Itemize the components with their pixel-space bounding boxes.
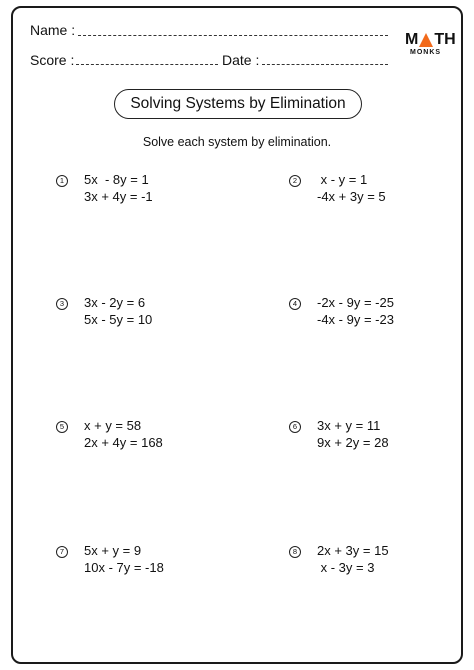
equation-1: 5x - 8y = 1 xyxy=(84,172,149,187)
problem-3 xyxy=(56,295,236,335)
problem-7 xyxy=(56,543,236,583)
score-input-line[interactable] xyxy=(76,64,218,65)
logo-text-right: TH xyxy=(434,31,456,48)
problem-number-badge: 1 xyxy=(56,175,68,187)
equation-2: 2x + 4y = 168 xyxy=(84,435,163,450)
score-label: Score : xyxy=(30,52,75,68)
problem-5 xyxy=(56,418,236,458)
equation-1: 3x + y = 11 xyxy=(317,418,381,433)
equation-2: -4x - 9y = -23 xyxy=(317,312,394,327)
problem-2 xyxy=(289,172,469,212)
problem-number-badge: 4 xyxy=(289,298,301,310)
name-input-line[interactable] xyxy=(78,35,388,36)
problem-number-badge: 5 xyxy=(56,421,68,433)
math-monks-logo xyxy=(405,31,456,60)
problem-number-badge: 3 xyxy=(56,298,68,310)
equation-2: 3x + 4y = -1 xyxy=(84,189,153,204)
equation-1: x + y = 58 xyxy=(84,418,142,433)
equation-1: 2x + 3y = 15 xyxy=(317,543,389,558)
worksheet-title xyxy=(114,89,362,119)
equation-2: 10x - 7y = -18 xyxy=(84,560,164,575)
equation-1: x - y = 1 xyxy=(317,172,368,187)
equation-2: 9x + 2y = 28 xyxy=(317,435,389,450)
problem-number-badge: 8 xyxy=(289,546,301,558)
problem-4 xyxy=(289,295,469,335)
problem-number-badge: 2 xyxy=(289,175,301,187)
equation-2: x - 3y = 3 xyxy=(317,560,375,575)
logo-text-left: M xyxy=(405,31,419,48)
equation-2: -4x + 3y = 5 xyxy=(317,189,386,204)
problem-6 xyxy=(289,418,469,458)
problem-1 xyxy=(56,172,236,212)
instructions: Solve each system by elimination. xyxy=(142,135,332,149)
date-label: Date : xyxy=(222,52,260,68)
triangle-icon xyxy=(419,33,433,47)
equation-2: 5x - 5y = 10 xyxy=(84,312,153,327)
problem-8 xyxy=(289,543,469,583)
logo-wordmark xyxy=(405,32,456,48)
name-label: Name : xyxy=(30,22,76,38)
equation-1: 3x - 2y = 6 xyxy=(84,295,146,310)
equation-1: -2x - 9y = -25 xyxy=(317,295,394,310)
worksheet-title-text: Solving Systems by Elimination xyxy=(130,95,346,112)
equation-1: 5x + y = 9 xyxy=(84,543,142,558)
logo-subtext: MONKS xyxy=(410,49,442,56)
date-input-line[interactable] xyxy=(262,64,388,65)
problem-number-badge: 6 xyxy=(289,421,301,433)
problem-number-badge: 7 xyxy=(56,546,68,558)
